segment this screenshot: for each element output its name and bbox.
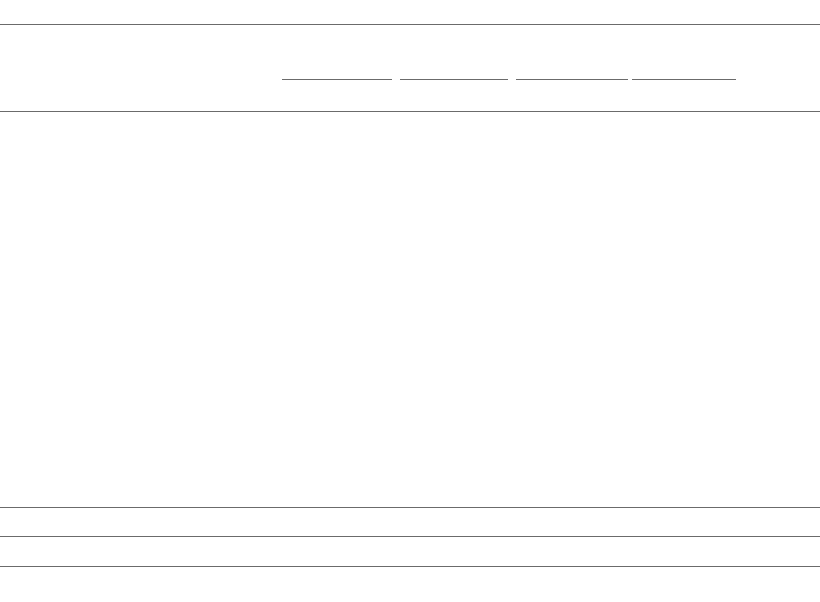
table-top-rule [0, 24, 820, 25]
msd-top-rule [0, 507, 820, 508]
table-bottom-rule [0, 566, 820, 567]
group-underline [282, 79, 392, 80]
group-underline [516, 79, 628, 80]
header-bottom-rule [0, 111, 820, 112]
msd-bottom-rule [0, 536, 820, 537]
group-underline [400, 79, 508, 80]
group-underline [632, 79, 736, 80]
